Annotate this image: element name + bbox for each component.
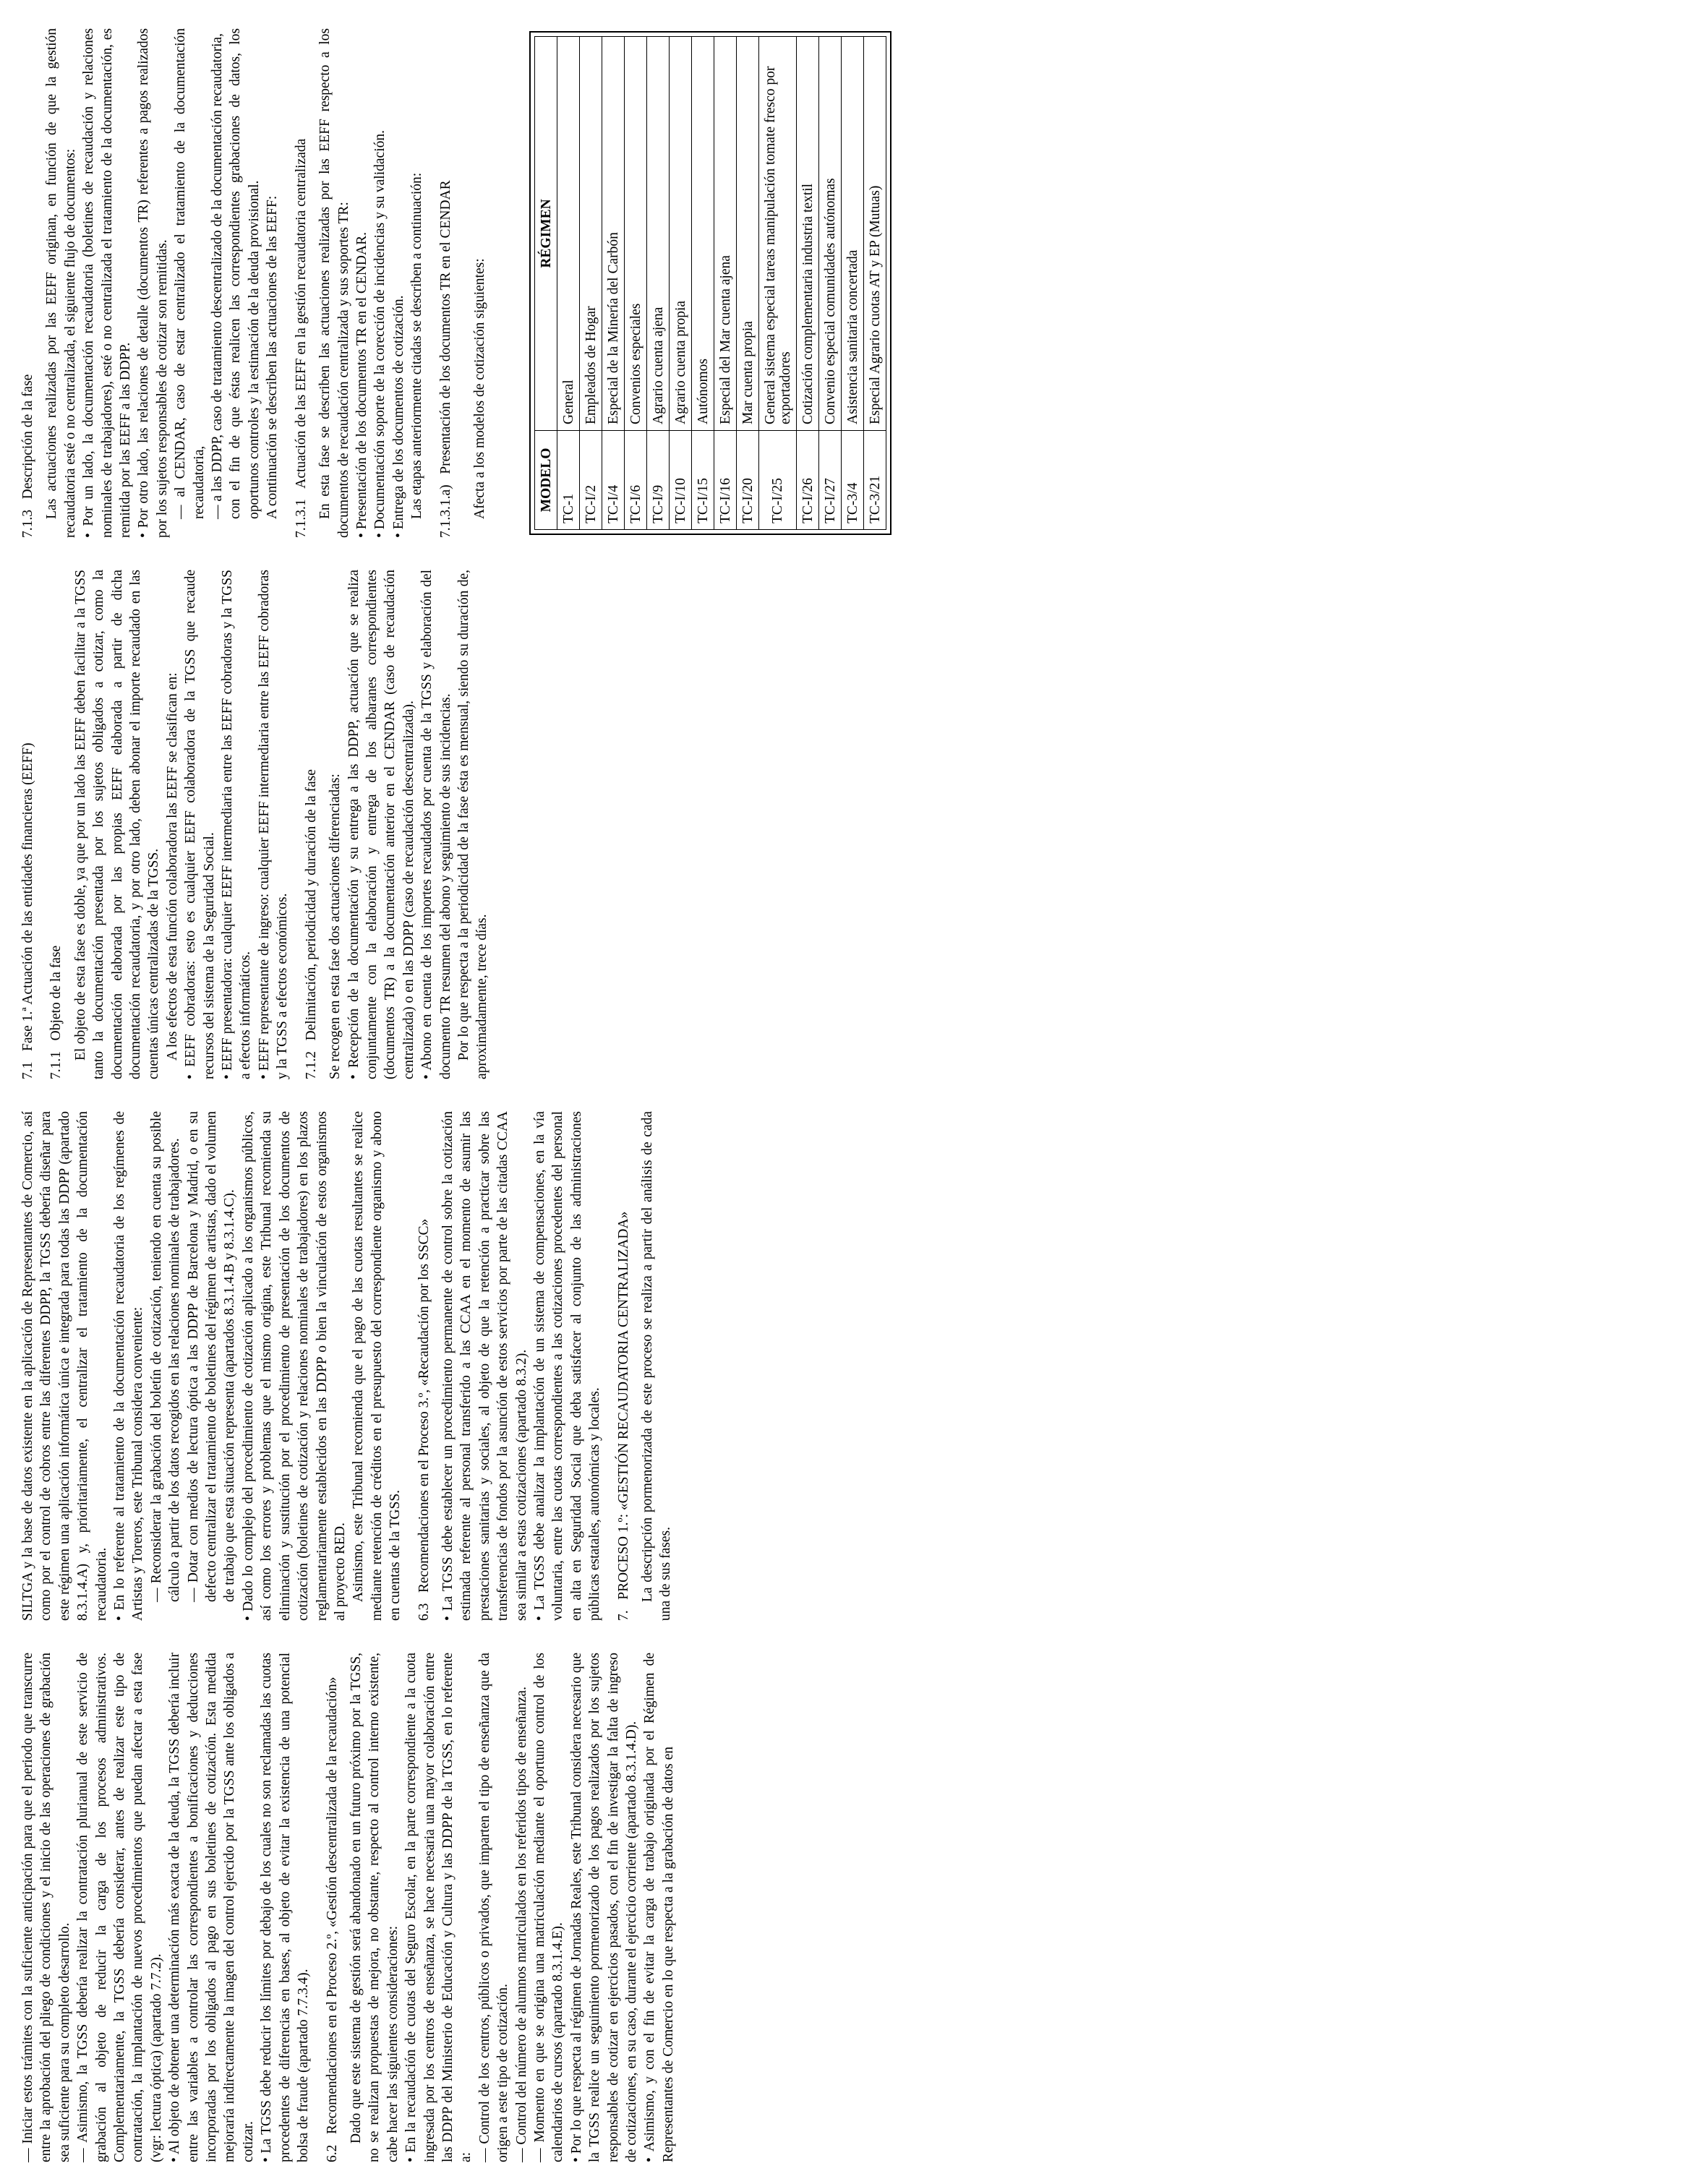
cell-modelo: TC-3/21 [864, 431, 886, 530]
section-heading-7-1-3 [19, 28, 37, 538]
table-head [535, 37, 557, 530]
table-row [670, 37, 692, 530]
cell-modelo: TC-I/10 [670, 431, 692, 530]
section-title: Recomendaciones en el Proceso 2.º, «Gestión descentralizada de la recaudación» [324, 1676, 340, 2134]
paragraph: — Dotar con medios de lectura óptica a las DDPP de Barcelona y Madrid, o en su defecto centralizar el tratamiento de boletines del régimen de artistas, dado el volumen de trabajo que esta situación representa (apartados 8.3.1.4.B y 8.3.1.4.C). [185, 1111, 238, 1602]
section-title: Recomendaciones en el Proceso 3.º, «Recaudación por los SSCC» [416, 1218, 432, 1593]
cell-modelo: TC-3/4 [842, 431, 864, 530]
paragraph: • Dado lo complejo del procedimiento de cotización aplicado a los organismos públicos, así como los errores y problemas que el mismo origina, este Tribunal recomienda su eliminación y sustitución por el procedimiento de presentación de los documentos de cotización (boletines de cotización y relaciones nominales de trabajadores) en los plazos reglamentariamente establecidos en las DDPP o bien la vinculación de estos organismos al proyecto RED. [240, 1111, 348, 1621]
table-row [842, 37, 864, 530]
cell-modelo: TC-I/27 [819, 431, 842, 530]
section-heading-7-1 [19, 570, 37, 1079]
cell-modelo: TC-I/2 [580, 431, 602, 530]
section-number: 6.2 [324, 2144, 340, 2162]
column-header-modelo: MODELO [535, 431, 557, 530]
text-column-4 [19, 28, 1673, 538]
cell-regimen: Asistencia sanitaria concertada [842, 37, 864, 431]
section-heading-7 [615, 1111, 633, 1621]
paragraph: Por lo que respecta a la periodicidad de la fase ésta es mensual, siendo su duración de, aproximadamente, trece días. [456, 570, 490, 1079]
text-column-1 [19, 1653, 1673, 2162]
paragraph: • Al objeto de obtener una determinación más exacta de la deuda, la TGSS debería incluir entre las variables a controlar las correspondientes a bonificaciones y deducciones incorporadas por los obligados al pago en sus boletines de cotización. Esta medida mejoraría indirectamente la imagen del control ejercido por la TGSS ante los obligados a cotizar. [167, 1653, 256, 2162]
cell-regimen: Especial del Mar cuenta ajena [714, 37, 737, 431]
cell-regimen: Cotización complementaria industria textil [797, 37, 819, 431]
section-title: Delimitación, periodicidad y duración de la fase [303, 769, 319, 1041]
table-row [819, 37, 842, 530]
paragraph: • EEFF presentadora: cualquier EEFF intermediaria entre las EEFF cobradoras y la TGSS a efectos informáticos. [220, 570, 254, 1079]
cell-modelo: TC-1 [557, 431, 580, 530]
table-row [797, 37, 819, 530]
cell-modelo: TC-I/9 [647, 431, 670, 530]
table-row [714, 37, 737, 530]
paragraph: — al CENDAR, caso de estar centralizado el tratamiento de la documentación recaudatoria, [173, 28, 207, 519]
cell-regimen: Agrario cuenta propia [670, 37, 692, 431]
text-column-3 [19, 570, 1673, 1079]
paragraph: • Por otro lado, las relaciones de detalle (documentos TR) referentes a pagos realizados por los sujetos responsables de cotizar son remitidas. [136, 28, 170, 538]
cell-regimen: Especial de la Minería del Carbón [602, 37, 625, 431]
paragraph: • En lo referente al tratamiento de la documentación recaudatoria de los regímenes de Artistas y Toreros, este Tribunal considera conveniente: [112, 1111, 146, 1621]
paragraph: Asimismo, este Tribunal recomienda que el pago de las cuotas resultantes se realice mediante retención de créditos en el presupuesto del correspondiente organismo y abono en cuentas de la TGSS. [351, 1111, 403, 1621]
section-heading-7-1-3-1 [292, 28, 310, 538]
cell-modelo: TC-I/26 [797, 431, 819, 530]
table-caption: Afecta a los modelos de cotización siguientes: [471, 258, 487, 519]
paragraph: — Reconsiderar la grabación del boletín de cotización, teniendo en cuenta su posible cálculo a partir de los datos recogidos en las relaciones nominales de trabajadores. [148, 1111, 183, 1602]
paragraph: • Por un lado, la documentación recaudatoria (boletines de recaudación y relaciones nominales de trabajadores), esté o no centralizada el tratamiento de la documentación, es remitida por las EEFF a las DDPP. [81, 28, 134, 538]
section-number: 7.1.2 [303, 1051, 319, 1079]
paragraph: • La TGSS debe reducir los límites por debajo de los cuales no son reclamadas las cuotas procedentes de diferencias en bases, al objeto de evitar la existencia de una potencial bolsa de fraude (apartado 7.7.3.4). [259, 1653, 312, 2162]
paragraph: — Control del número de alumnos matriculados en los referidos tipos de enseñanza. [513, 1687, 529, 2162]
section-title: Fase 1.ª Actuación de las entidades financieras (EEFF) [20, 742, 35, 1051]
cell-regimen: Agrario cuenta ajena [647, 37, 670, 431]
section-heading-6-3 [415, 1111, 433, 1621]
cell-modelo: TC-I/6 [625, 431, 647, 530]
section-title: PROCESO 1.º: «GESTIÓN RECAUDATORIA CENTRALIZADA» [615, 1211, 631, 1600]
cell-regimen: General sistema especial tareas manipulación tomate fresco por exportadores [759, 37, 797, 431]
section-number: 7. [615, 1610, 631, 1621]
section-heading-7-1-3-1-a [437, 28, 455, 538]
paragraph: • Recepción de la documentación y su entrega a las DDPP, actuación que se realiza conjuntamente con la elaboración y entrega de los albaranes correspondientes (documentos TR) a la documentación anterior en el CENDAR (caso de recaudación centralizada) o en las DDPP (caso de recaudación descentralizada). [346, 570, 416, 1079]
section-title: Descripción de la fase [20, 374, 35, 500]
cell-modelo: TC-I/15 [692, 431, 714, 530]
table-row [737, 37, 759, 530]
section-title: Actuación de las EEFF en la gestión recaudatoria centralizada [293, 138, 309, 489]
section-number: 7.1.3 [20, 510, 35, 538]
table-row [647, 37, 670, 530]
section-title: Objeto de la fase [48, 945, 64, 1041]
cell-modelo: TC-I/25 [759, 431, 797, 530]
table-row [557, 37, 580, 530]
paragraph: • Por lo que respecta al régimen de Jornadas Reales, este Tribunal considera necesario que la TGSS realice un seguimiento pormenorizado de los pagos realizados por los sujetos responsables de cotizar en ejercicios pasados, con el fin de investigar la falta de ingreso de cotizaciones, en su caso, durante el ejercicio corriente (apartado 8.3.1.4.D). [568, 1653, 639, 2162]
table-row [692, 37, 714, 530]
table-row [759, 37, 797, 530]
paragraph: Dado que este sistema de gestión será abandonado en un futuro próximo por la TGSS, no se realizan propuestas de mejora, no obstante, respecto al control interno existente, cabe hacer las siguientes consideraciones: [348, 1653, 401, 2162]
paragraph: Las etapas anteriormente citadas se describen a continuación: [409, 172, 425, 519]
paragraph: • Documentación soporte de la corección de incidencias y su validación. [372, 130, 388, 538]
table-row [602, 37, 625, 530]
paragraph: SILTGA y la base de datos existente en la aplicación de Representantes de Comercio, así como por el control de cobros entre las diferentes DDPP, la TGSS debería diseñar para este régimen una aplicación informática única e integrada para todas las DDPP (apartado 8.3.1.4.A) y, prioritariamente, el centralizar el tratamiento de la documentación recaudatoria. [20, 1111, 109, 1621]
column-layout [19, 22, 1673, 2162]
table-header-row [535, 37, 557, 530]
section-number: 7.1 [20, 1061, 35, 1079]
section-number: 7.1.3.1.a) [437, 484, 453, 538]
paragraph: A los efectos de esta función colaboradora las EEFF se clasifican en: [164, 672, 180, 1061]
paragraph: • Presentación de los documentos TR en el CENDAR. [354, 232, 369, 538]
paragraph: — Momento en que se origina una matriculación mediante el oportuno control de los calendarios de cursos (apartado 8.3.1.4.E). [531, 1653, 566, 2162]
table-row [864, 37, 886, 530]
paragraph: — Asimismo, la TGSS debería realizar la contratación plurianual de este servicio de grabación al objeto de reducir la carga de los procesos administrativos. Complementariamente, la TGSS debería considerar, antes de realizar este tipo de contratación, la implantación de nuevos procedimientos que puedan afectar a esta fase (vgr: lectura óptica) (apartado 7.7.2). [75, 1653, 164, 2162]
regimen-table-container [529, 28, 891, 538]
cell-regimen: Especial Agrario cuotas AT y EP (Mutuas) [864, 37, 886, 431]
paragraph: • EEFF cobradoras: esto es cualquier EEFF colaboradora de la TGSS que recaude recursos del sistema de la Seguridad Social. [183, 570, 217, 1079]
section-number: 7.1.1 [48, 1051, 64, 1079]
section-title: Presentación de los documentos TR en el CENDAR [437, 180, 453, 474]
regimen-table [534, 36, 886, 530]
table-body [557, 37, 886, 530]
paragraph: • La TGSS debe analizar la implantación de un sistema de compensaciones, en la vía voluntaria, entre las cuotas correspondientes a las cotizaciones procedentes del personal en alta en Seguridad Social que deba satisfacer al conjunto de las administraciones públicas estatales, autonómicas y locales. [531, 1111, 603, 1621]
cell-regimen: Empleados de Hogar [580, 37, 602, 431]
paragraph: • La TGSS debe establecer un procedimiento permanente de control sobre la cotización estimada referente al personal transferido a las CCAA en el momento de asumir las prestaciones sanitarias y sociales, al objeto de que la retención a practicar sobre las transferencias de fondos por la asunción de estos servicios por parte de las citadas CCAA sea similar a estas cotizaciones (apartado 8.3.2). [440, 1111, 529, 1621]
section-number: 6.3 [416, 1603, 432, 1621]
paragraph: • Abono en cuenta de los importes recaudados por cuenta de la TGSS y elaboración del documento TR resumen del abono y seguimiento de sus incidencias. [419, 570, 453, 1079]
paragraph: El objeto de esta fase es doble, ya que por un lado las EEFF deben facilitar a la TGSS tanto la documentación presentada por los sujetos obligados a cotizar, como la documentación elaborada por las propias EEFF elaborada a partir de dicha documentación recaudatoria, y por otro lado, deben abonar el importe recaudado en las cuentas únicas centralizadas de la TGSS. [72, 570, 162, 1079]
table-row [580, 37, 602, 530]
paragraph: con el fin de que éstas realicen las correspondientes grabaciones de datos, los oportunos controles y la estimación de la deuda provisional. [228, 28, 262, 519]
table-row [625, 37, 647, 530]
paragraph: — Iniciar estos trámites con la suficiente anticipación para que el periodo que transcurre entre la aprobación del pliego de condiciones y el inicio de las operaciones de grabación sea suficiente para su completo desarrollo. [20, 1653, 72, 2162]
cell-modelo: TC-I/16 [714, 431, 737, 530]
paragraph: Se recogen en esta fase dos actuaciones diferenciadas: [328, 774, 343, 1079]
column-header-regimen: RÉGIMEN [535, 37, 557, 431]
cell-regimen: Autónomos [692, 37, 714, 431]
section-heading-7-1-1 [47, 570, 65, 1079]
cell-regimen: Convenio especial comunidades autónomas [819, 37, 842, 431]
cell-modelo: TC-I/20 [737, 431, 759, 530]
paragraph: — a las DDPP, caso de tratamiento descentralizado de la documentación recaudatoria, [210, 33, 226, 519]
cell-regimen: Mar cuenta propia [737, 37, 759, 431]
section-number: 7.1.3.1 [293, 499, 309, 538]
paragraph: La descripción pormenorizada de este proceso se realiza a partir del análisis de cada una de sus fases. [640, 1111, 674, 1621]
paragraph: En esta fase se describen las actuaciones realizadas por las EEFF respecto a los documentos de recaudación centralizada y sus soportes TR: [317, 28, 351, 538]
paragraph: Las actuaciones realizadas por las EEFF originan, en función de que la gestión recaudatoria esté o no centralizada, el siguiente flujo de documentos: [44, 28, 78, 538]
text-column-2 [19, 1111, 1673, 1621]
section-heading-6-2 [323, 1653, 341, 2162]
section-heading-7-1-2 [302, 570, 320, 1079]
paragraph: A continuación se describen las actuaciones de las EEFF: [265, 195, 281, 519]
paragraph: — Control de los centros, públicos o privados, que imparten el tipo de enseñanza que da origen a este tipo de cotización. [476, 1653, 511, 2162]
paragraph: • EEFF representante de ingreso: cualquier EEFF intermediaria entre las EEFF cobradoras y la TGSS a efectos económicos. [256, 570, 291, 1079]
cell-regimen: Convenios especiales [625, 37, 647, 431]
cell-modelo: TC-I/4 [602, 431, 625, 530]
paragraph: • En la recaudación de cuotas del Seguro Escolar, en la parte correspondiente a la cuota ingresada por los centros de enseñanza, se hace necesaria una mayor colaboración entre las DDPP del Ministerio de Educación y Cultura y las DDPP de la TGSS, en lo referente a: [403, 1653, 474, 2162]
table-outer-border [529, 31, 891, 535]
paragraph: • Asimismo, y con el fin de evitar la carga de trabajo originada por el Régimen de Representantes de Comercio en lo que respecta a la grabación de datos en [642, 1653, 676, 2162]
cell-regimen: General [557, 37, 580, 431]
paragraph: • Entrega de los documentos de cotización. [390, 295, 406, 538]
